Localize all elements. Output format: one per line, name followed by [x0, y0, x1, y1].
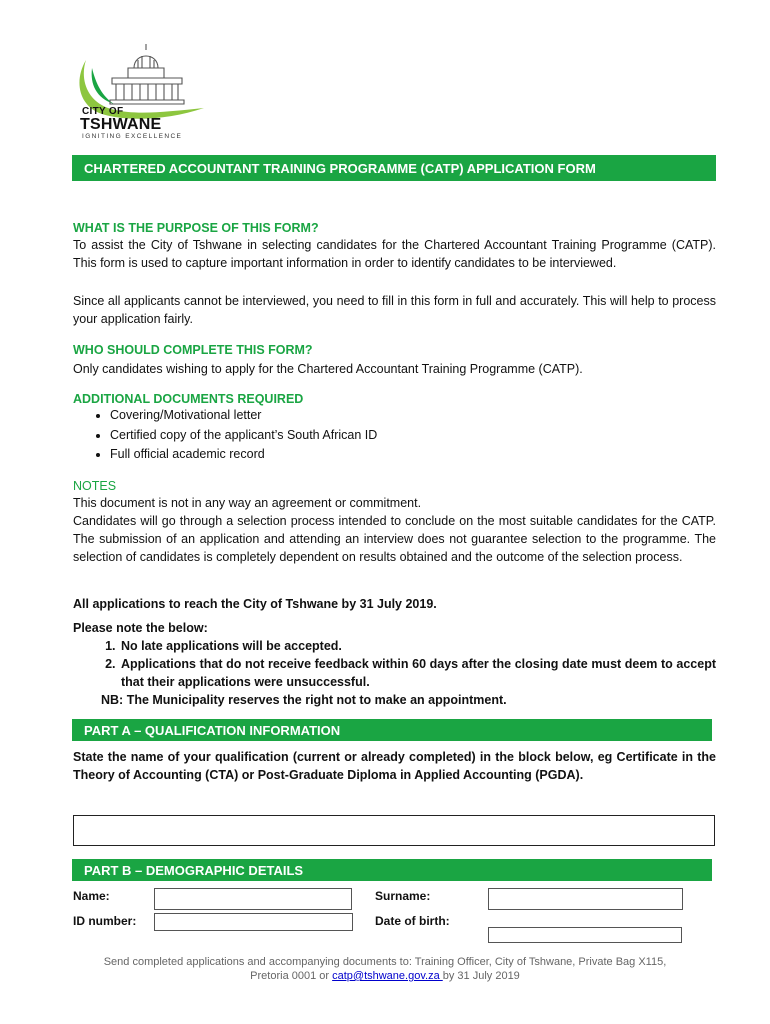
building-icon	[110, 44, 184, 104]
please-note-heading: Please note the below:	[73, 621, 208, 635]
list-item: 2. Applications that do not receive feedback within 60 days after the closing date must deem to accept that their applications were unsuccessful.	[119, 655, 716, 691]
form-title: CHARTERED ACCOUNTANT TRAINING PROGRAMME (CATP) APPLICATION FORM	[72, 155, 716, 181]
name-label: Name:	[73, 889, 110, 903]
surname-field[interactable]	[488, 888, 683, 910]
footer-instructions	[90, 955, 680, 983]
list-item: 1. No late applications will be accepted.	[119, 637, 716, 655]
logo-tagline: IGNITING EXCELLENCE	[82, 133, 183, 140]
date-of-birth-field[interactable]	[488, 927, 682, 943]
notes-paragraph-1: This document is not in any way an agreement or commitment.	[73, 496, 422, 510]
notes-paragraph-2: Candidates will go through a selection process intended to conclude on the most suitable candidates for the CATP. The submission of an application and attending an interview does not guarantee selection to the programme. The selection of candidates is completely dependent on results obtained and the outcome of the selection process.	[73, 514, 716, 564]
id-number-label: ID number:	[73, 914, 137, 928]
footer-suffix: by 31 July 2019	[442, 970, 520, 982]
please-note-list	[73, 637, 716, 691]
nb-text: NB: The Municipality reserves the right not to make an appointment.	[101, 693, 507, 707]
footer-prefix: Send completed applications and accompanying documents to: Training Officer, City of Tshwane, Private Bag X115, Pretoria 0001 or	[103, 956, 667, 982]
name-field[interactable]	[154, 888, 352, 910]
documents-list	[73, 406, 710, 465]
who-heading: WHO SHOULD COMPLETE THIS FORM?	[73, 343, 313, 357]
part-a-heading: PART A – QUALIFICATION INFORMATION	[72, 719, 712, 741]
qualification-input[interactable]	[73, 815, 715, 846]
purpose-paragraph-1: To assist the City of Tshwane in selecting candidates for the Chartered Accountant Training Programme (CATP). This form is used to capture important information in order to identify candidates to be interviewed.	[73, 238, 716, 270]
surname-label: Surname:	[375, 889, 431, 903]
documents-heading: ADDITIONAL DOCUMENTS REQUIRED	[73, 392, 304, 406]
please-note-block	[73, 619, 716, 709]
id-number-field[interactable]	[154, 913, 353, 931]
purpose-paragraph-2: Since all applicants cannot be interviewed, you need to fill in this form in full and accurately. This will help to process your application fairly.	[73, 294, 716, 326]
part-a-instruction: State the name of your qualification (current or already completed) in the block below, eg Certificate in the Theory of Accounting (CTA) or Post-Graduate Diploma in Applied Accounting (PGDA).	[73, 750, 716, 782]
logo-tshwane: TSHWANE	[80, 116, 162, 133]
list-item: • Certified copy of the applicant’s South African ID	[110, 426, 710, 446]
who-text: Only candidates wishing to apply for the Chartered Accountant Training Programme (CATP).	[73, 362, 583, 376]
notes-heading: NOTES	[73, 479, 117, 493]
date-of-birth-label: Date of birth:	[375, 914, 450, 928]
logo-city-of: CITY OF	[82, 106, 124, 117]
list-item: • Covering/Motivational letter	[110, 406, 710, 426]
list-item: • Full official academic record	[110, 445, 710, 465]
deadline-text: All applications to reach the City of Tshwane by 31 July 2019.	[73, 597, 437, 611]
email-link[interactable]: catp@tshwane.gov.za	[332, 970, 443, 982]
purpose-heading: WHAT IS THE PURPOSE OF THIS FORM?	[73, 221, 319, 235]
part-b-heading: PART B – DEMOGRAPHIC DETAILS	[72, 859, 712, 881]
